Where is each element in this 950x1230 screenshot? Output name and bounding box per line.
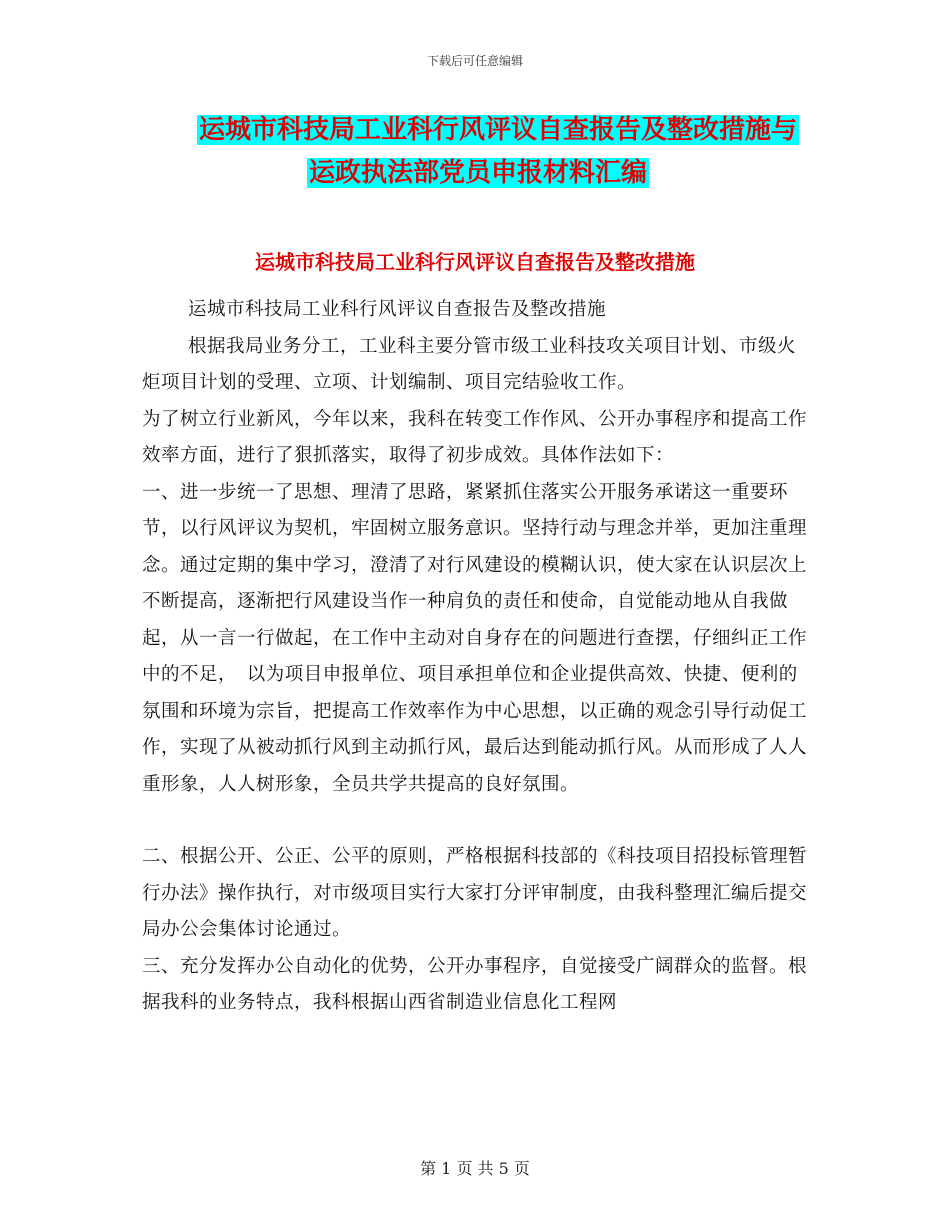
paragraph-repeat-title: 运城市科技局工业科行风评议自查报告及整改措施 (188, 299, 607, 320)
document-body (142, 292, 814, 1022)
paragraph-three: 三、充分发挥办公自动化的优势，公开办事程序，自觉接受广阔群众的监督。根据我科的业务特点，我科根据山西省制造业信息化工程网 (142, 955, 808, 1013)
paragraph-intro: 根据我局业务分工，工业科主要分管市级工业科技攻关项目计划、市级火炬项目计划的受理、立项、计划编制、项目完结验收工作。 (142, 335, 797, 393)
title-highlight: 运政执法部党员申报材料汇编 (308, 158, 647, 188)
title-highlight: 运城市科技局工业科行风评议自查报告及整改措施与 (198, 115, 797, 145)
page-footer: 第 1 页 共 5 页 (420, 1159, 530, 1178)
document-title-line-1 (0, 110, 950, 150)
paragraph-one: 一、进一步统一了思想、理清了思路，紧紧抓住落实公开服务承诺这一重要环节，以行风评议为契机，牢固树立服务意识。坚持行动与理念并举，更加注重理念。通过定期的集中学习，澄清了对行风建设的模糊认识，使大家在认识层次上不断提高，逐渐把行风建设当作一种肩负的责任和使命，自觉能动地从自我做起，从一言一行做起，在工作中主动对自身存在的问题进行查摆，仔细纠正工作中的不足， 以为项目申报单位、项目承担单位和企业提供高效、快捷、便利的氛围和环境为宗旨，把提高工作效率作为中心思想，以正确的观念引导行动促工作，实现了从被动抓行风到主动抓行风，最后达到能动抓行风。从而形成了人人重形象，人人树形象，全员共学共提高的良好氛围。 (142, 481, 808, 795)
paragraph-two: 二、根据公开、公正、公平的原则，严格根据科技部的《科技项目招投标管理暂行办法》操作执行，对市级项目实行大家打分评审制度，由我科整理汇编后提交局办公会集体讨论通过。 (142, 846, 808, 940)
document-title-line-2 (0, 153, 950, 193)
section-title: 运城市科技局工业科行风评议自查报告及整改措施 (255, 250, 695, 274)
header-note: 下载后可任意编辑 (426, 54, 523, 68)
paragraph-gap (142, 803, 814, 839)
paragraph-intro-2: 为了树立行业新风，今年以来，我科在转变工作作风、公开办事程序和提高工作效率方面，进行了狠抓落实，取得了初步成效。具体作法如下： (142, 408, 808, 466)
